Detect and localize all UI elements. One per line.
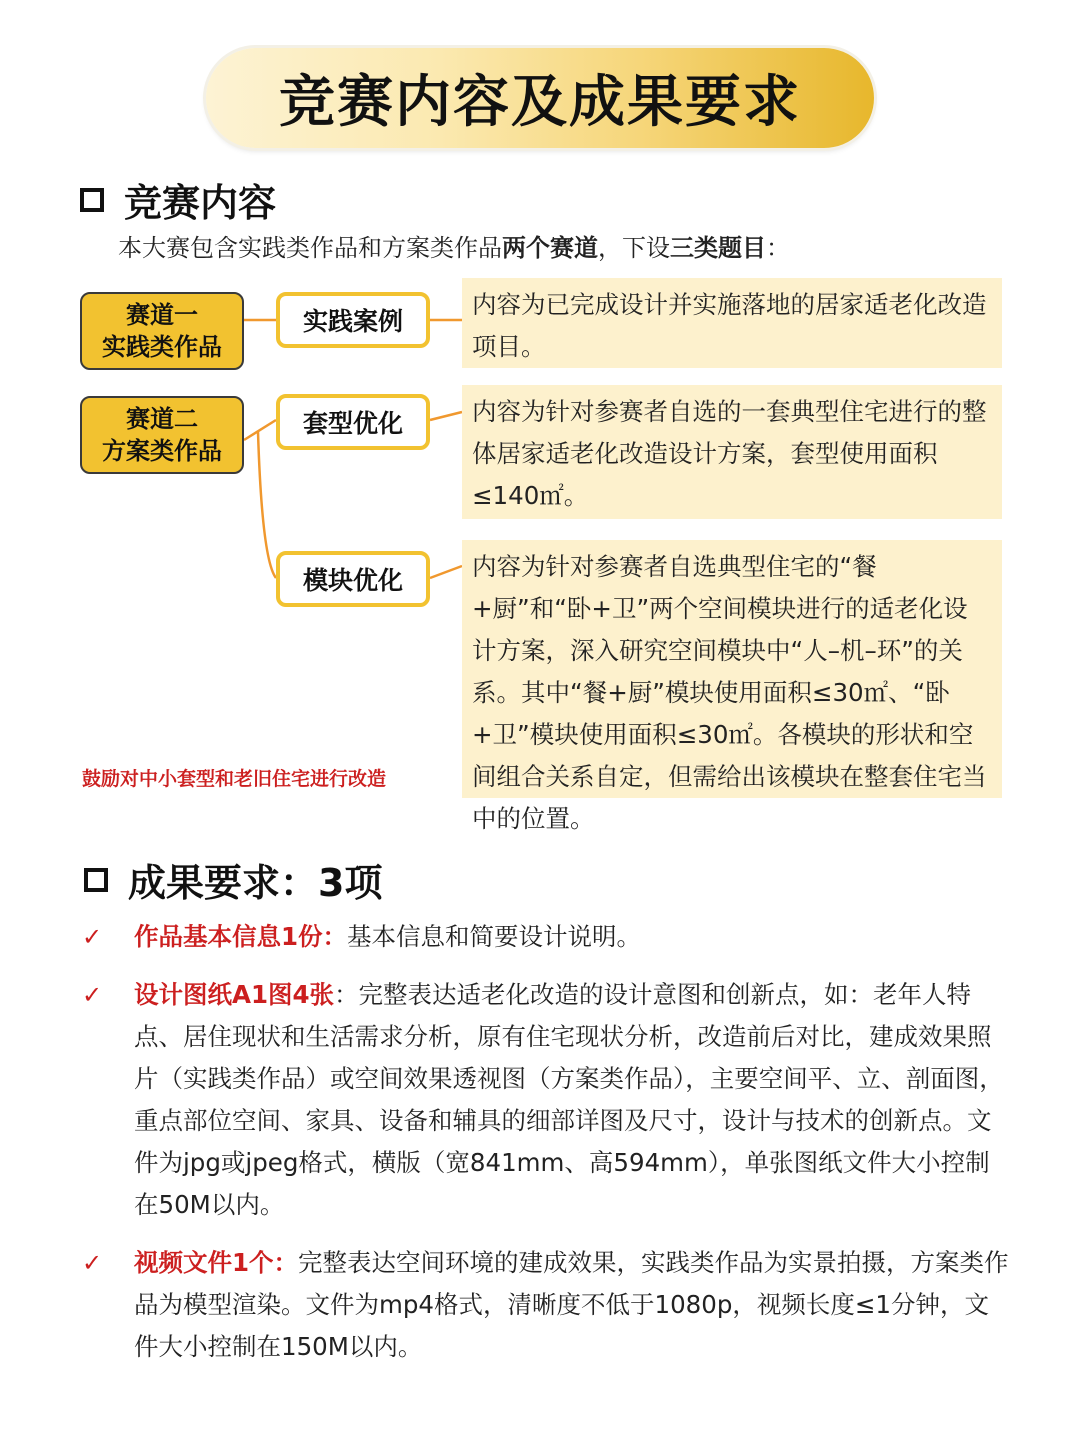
requirement-item-video (82, 1242, 1012, 1368)
intro-text-1: 本大赛包含实践类作品和方案类作品 (118, 234, 502, 262)
track-2-box (80, 396, 244, 474)
requirement-text (134, 916, 1012, 958)
intro-bold-tracks: 两个赛道 (502, 234, 598, 262)
category-practice-case (276, 292, 430, 348)
requirement-item-drawings (82, 974, 1012, 1226)
requirement-body: 基本信息和简要设计说明。 (347, 922, 642, 951)
contest-heading-text: 竞赛内容 (124, 181, 277, 225)
check-icon: ✓ (82, 923, 103, 951)
intro-text-3: ： (766, 234, 790, 262)
requirement-body: ：完整表达适老化改造的设计意图和创新点，如：老年人特点、居住现状和生活需求分析，原有住宅现状分析，改造前后对比，建成效果照片（实践类作品）或空间效果透视图（方案类作品），主要空间平、立、剖面图，重点部位空间、家具、设备和辅具的细部详图及尺寸，设计与技术的创新点。文件为jpg或jpeg格式，横版（宽841mm、高594mm），单张图纸文件大小控制在50M以内。 (134, 980, 1004, 1219)
results-heading-text: 成果要求：3项 (128, 861, 383, 905)
page-title: 竞赛内容及成果要求 (279, 70, 801, 135)
check-icon: ✓ (82, 981, 103, 1009)
intro-text-2: ，下设 (598, 234, 670, 262)
category-label: 实践案例 (302, 307, 403, 336)
results-section-heading (84, 852, 382, 907)
square-bullet-icon (84, 868, 108, 892)
encourage-note: 鼓励对中小套型和老旧住宅进行改造 (82, 768, 387, 790)
track-2-title: 赛道二 (126, 405, 198, 433)
track-1-box (80, 292, 244, 370)
track-1-title: 赛道一 (126, 301, 198, 329)
desc-practice-case: 内容为已完成设计并实施落地的居家适老化改造项目。 (462, 278, 1002, 368)
intro-bold-categories: 三类题目 (670, 234, 766, 262)
connector-module-desc (430, 566, 462, 578)
check-icon: ✓ (82, 1249, 103, 1277)
desc-module-optimization: 内容为针对参赛者自选典型住宅的“餐+厨”和“卧+卫”两个空间模块进行的适老化设计方案，深入研究空间模块中“人–机–环”的关系。其中“餐+厨”模块使用面积≤30㎡、“卧+卫”模块使用面积≤30㎡。各模块的形状和空间组合关系自定，但需给出该模块在整套住宅当中的位置。 (462, 540, 1002, 798)
category-label: 模块优化 (302, 566, 403, 595)
requirement-text (134, 1242, 1012, 1368)
track-2-subtitle: 方案类作品 (102, 437, 222, 465)
requirement-text (134, 974, 1012, 1226)
desc-unit-optimization: 内容为针对参赛者自选的一套典型住宅进行的整体居家适老化改造设计方案，套型使用面积≤140㎡。 (462, 385, 1002, 519)
category-unit-optimization (276, 394, 430, 450)
track-1-subtitle: 实践类作品 (102, 333, 222, 361)
requirement-item-info (82, 916, 1012, 958)
category-module-optimization (276, 551, 430, 607)
category-label: 套型优化 (302, 409, 403, 438)
connector-track2-unit (244, 420, 276, 440)
connector-track2-module (258, 432, 276, 578)
connector-unit-desc (430, 412, 462, 420)
requirement-label: 设计图纸A1图4张 (134, 980, 335, 1009)
requirement-body: 完整表达空间环境的建成效果，实践类作品为实景拍摄，方案类作品为模型渲染。文件为mp4格式，清晰度不低于1080p，视频长度≤1分钟，文件大小控制在150M以内。 (134, 1248, 1009, 1361)
requirement-label: 作品基本信息1份： (134, 922, 348, 951)
requirement-label: 视频文件1个： (134, 1248, 299, 1277)
